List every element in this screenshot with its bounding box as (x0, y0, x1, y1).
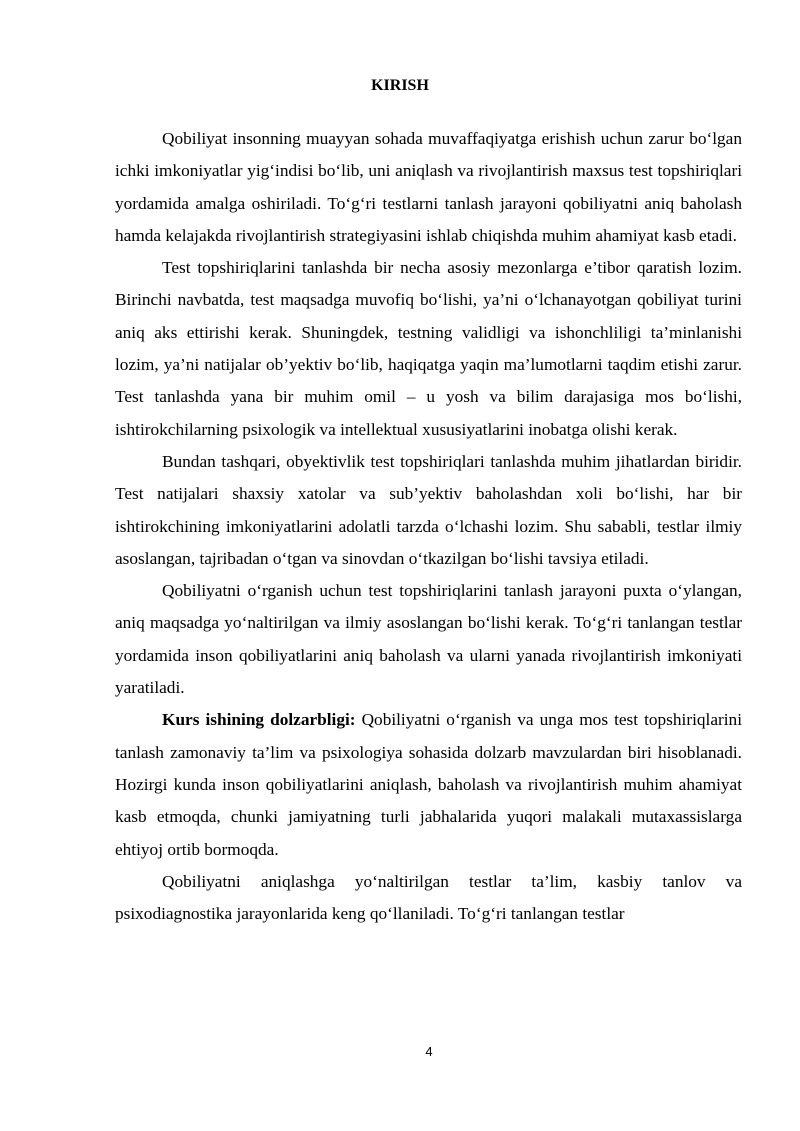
paragraph-2-text: Test topshiriqlarini tanlashda bir necha asosiy mezonlarga e’tibor qaratish lozim. Birinchi navbatda, test maqsadga muvofiq bo‘lishi, ya’ni o‘lchanayotgan qobiliyat turini aniq aks ettirishi kerak. Shuningdek, testning validligi va ishonchliligi ta’minlanishi lozim, ya’ni natijalar ob’yektiv bo‘lib, haqiqatga yaqin ma’lumotlarni taqdim etishi zarur. Test tanlashda yana bir muhim omil – u yosh va bilim darajasiga mos bo‘lishi, ishtirokchilarning psixologik va intellektual xususiyatlarini inobatga olishi kerak. (115, 258, 742, 439)
page-number: 4 (425, 1044, 433, 1059)
paragraph-5-text: Qobiliyatni o‘rganish va unga mos test topshiriqlarini tanlash zamonaviy ta’lim va psixologiya sohasida dolzarb mavzulardan biri hisoblanadi. Hozirgi kunda inson qobiliyatlarini aniqlash, baholash va rivojlantirish muhim ahamiyat kasb etmoqda, chunki jamiyatning turli jabhalarida yuqori malakali mutaxassislarga ehtiyoj ortib bormoqda. (115, 710, 742, 859)
paragraph-4-text: Qobiliyatni o‘rganish uchun test topshiriqlarini tanlash jarayoni puxta o‘ylangan, aniq maqsadga yo‘naltirilgan va ilmiy asoslangan bo‘lishi kerak. To‘g‘ri tanlangan testlar yordamida inson qobiliyatlarini aniq baholash va ularni yanada rivojlantirish imkoniyati yaratiladi. (115, 581, 742, 698)
page-title: KIRISH (371, 77, 429, 94)
paragraph-3 (115, 446, 742, 575)
paragraph-1-text: Qobiliyat insonning muayyan sohada muvaffaqiyatga erishish uchun zarur bo‘lgan ichki imkoniyatlar yig‘indisi bo‘lib, uni aniqlash va rivojlantirish maxsus test topshiriqlari yordamida amalga oshiriladi. To‘g‘ri testlarni tanlash jarayoni qobiliyatni aniq baholash hamda kelajakda rivojlantirish strategiyasini ishlab chiqishda muhim ahamiyat kasb etadi. (115, 129, 742, 245)
paragraph-3-text: Bundan tashqari, obyektivlik test topshiriqlari tanlashda muhim jihatlardan biridir. Test natijalari shaxsiy xatolar va sub’yektiv baholashdan xoli bo‘lishi, har bir ishtirokchining imkoniyatlarini adolatli tarzda o‘lchashi lozim. Shu sababli, testlar ilmiy asoslangan, tajribadan o‘tgan va sinovdan o‘tkazilgan bo‘lishi tavsiya etiladi. (115, 451, 742, 568)
section-lead-heading: Kurs ishining dolzarbligi: (162, 710, 356, 730)
paragraph-4 (115, 575, 742, 704)
paragraph-6-text: Qobiliyatni aniqlashga yo‘naltirilgan testlar ta’lim, kasbiy tanlov va psixodiagnostika jarayonlarida keng qo‘llaniladi. To‘g‘ri tanlangan testlar (115, 871, 742, 924)
body-text (115, 123, 742, 930)
paragraph-2 (115, 252, 742, 446)
paragraph-1 (115, 123, 742, 252)
paragraph-6 (115, 866, 742, 931)
paragraph-5 (115, 704, 742, 865)
